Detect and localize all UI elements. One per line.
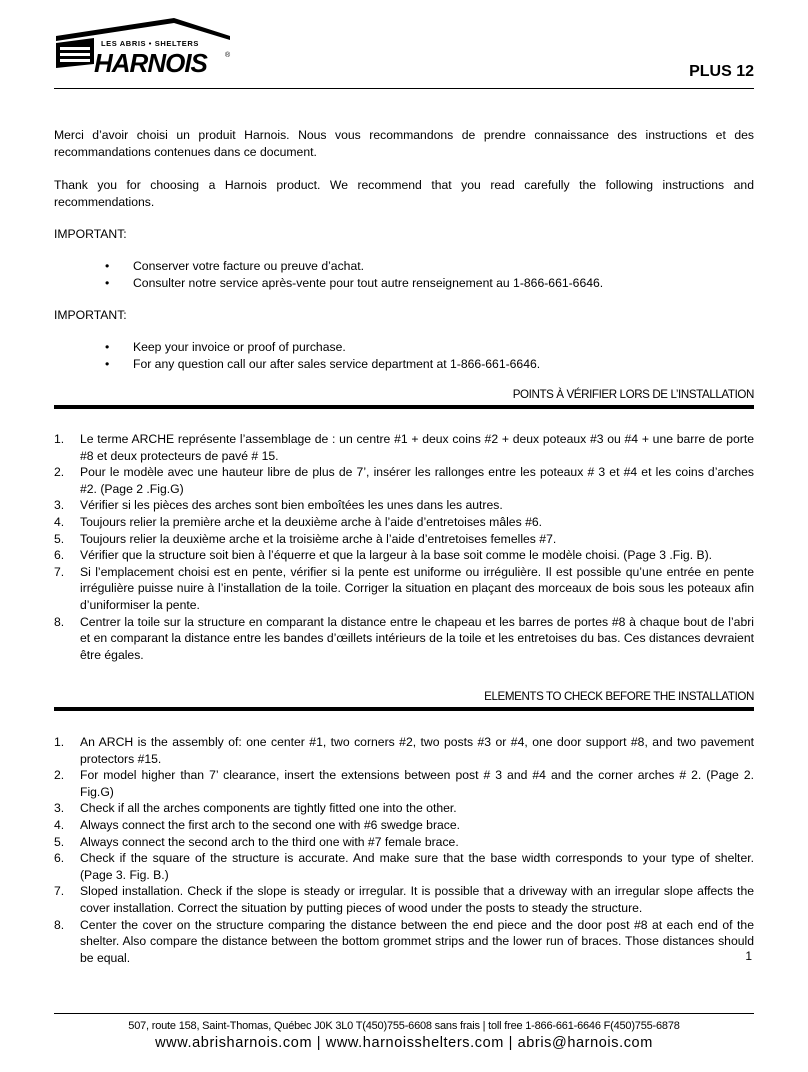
checklist-en	[54, 734, 754, 966]
important-label-en: IMPORTANT:	[54, 308, 127, 322]
list-item: 7. Si l’emplacement choisi est en pente, vérifier si la pente est uniforme ou irrégulière. Il est possible qu’une entrée en pente irrégulière puisse nuire à l’installation de la toile. Corriger la situation en plaçant des morceaux de bois sous les poteaux afin d’uniformiser la pente.	[54, 564, 754, 612]
list-item: 5. Always connect the second arch to the third one with #7 female brace.	[54, 834, 459, 849]
list-item: 3. Vérifier si les pièces des arches sont bien emboîtées les unes dans les autres.	[54, 498, 503, 513]
list-item: • For any question call our after sales service department at 1-866-661-6646.	[105, 356, 755, 373]
important-label-fr: IMPORTANT:	[54, 227, 127, 241]
footer-web-links: www.abrisharnois.com | www.harnoisshelters.com | abris@harnois.com	[155, 1035, 653, 1051]
list-item: 8. Centrer la toile sur la structure en comparant la distance entre le chapeau et les barres de portes #8 à chaque bout de l’abri et en comparant la distance entre les bandes d’œillets intérieurs de la toile et les entretoises du bas. Ces distances devraient être égales.	[54, 614, 754, 662]
header-divider	[54, 88, 754, 89]
list-item: 4. Always connect the first arch to the second one with #6 swedge brace.	[54, 817, 461, 832]
list-item: 6. Check if the square of the structure is accurate. And make sure that the base width corresponds to your type of shelter. (Page 3. Fig. B.)	[54, 851, 754, 882]
important-list-en	[105, 339, 755, 373]
list-item: • Conserver votre facture ou preuve d’achat.	[105, 258, 755, 275]
list-item: 5. Toujours relier la deuxième arche et la troisième arche à l’aide d’entretoises femelles #7.	[54, 531, 557, 546]
registered-mark: ®	[225, 52, 231, 59]
page-number: 1	[745, 949, 752, 963]
list-item: 1. An ARCH is the assembly of: one center #1, two corners #2, two posts #3 or #4, one door support #8, and two pavement protectors #15.	[54, 735, 754, 766]
list-item: • Keep your invoice or proof of purchase.	[105, 339, 755, 356]
list-item: 7. Sloped installation. Check if the slope is steady or irregular. It is possible that a driveway with an irregular slope affects the cover installation. Correct the situation by putting pieces of wood under the posts to steady the structure.	[54, 884, 754, 915]
logo-wordmark: HARNOIS	[94, 48, 207, 78]
footer-divider	[54, 1013, 754, 1014]
section-title-en: ELEMENTS TO CHECK BEFORE THE INSTALLATION	[484, 690, 754, 703]
intro-english: Thank you for choosing a Harnois product. We recommend that you read carefully the following instructions and recommendations.	[54, 178, 754, 209]
footer-address: 507, route 158, Saint-Thomas, Québec J0K 3L0 T(450)755-6608 sans frais | toll free 1-866-661-6646 F(450)755-6878	[128, 1020, 680, 1032]
important-list-fr	[105, 258, 755, 292]
list-item: 4. Toujours relier la première arche et la deuxième arche à l’aide d’entretoises mâles #6.	[54, 514, 543, 529]
list-item: 6. Vérifier que la structure soit bien à l’équerre et que la largeur à la base soit comme le modèle choisi. (Page 3 .Fig. B).	[54, 548, 713, 563]
list-item: 2. Pour le modèle avec une hauteur libre de plus de 7’, insérer les rallonges entre les poteaux # 3 et #4 et les coins d’arches #2. (Page 2 .Fig.G)	[54, 465, 754, 496]
checklist-fr	[54, 431, 754, 663]
list-item: 8. Center the cover on the structure comparing the distance between the end piece and the door post #8 at each end of the shelter. Also compare the distance between the bottom grommet strips and the lower run of braces. Those distances should be equal.	[54, 917, 754, 965]
logo-tagline: LES ABRIS • SHELTERS	[101, 39, 199, 48]
section-title-fr: POINTS À VÉRIFIER LORS DE L’INSTALLATION	[512, 388, 754, 401]
list-item: 3. Check if all the arches components are tightly fitted one into the other.	[54, 801, 457, 816]
list-item: • Consulter notre service après-vente pour tout autre renseignement au 1-866-661-6646.	[105, 275, 755, 292]
harnois-logo	[54, 16, 244, 80]
model-title: PLUS 12	[689, 63, 754, 80]
list-item: 1. Le terme ARCHE représente l’assemblage de : un centre #1 + deux coins #2 + deux poteaux #3 ou #4 + une barre de porte #8 et deux protecteurs de pavé # 15.	[54, 432, 754, 463]
section-divider-fr	[54, 405, 754, 409]
section-divider-en	[54, 707, 754, 711]
intro-french: Merci d’avoir choisi un produit Harnois. Nous vous recommandons de prendre connaissance des instructions et des recommandations contenues dans ce document.	[54, 128, 754, 159]
list-item: 2. For model higher than 7’ clearance, insert the extensions between post # 3 and #4 and the corner arches # 2. (Page 2. Fig.G)	[54, 768, 754, 799]
